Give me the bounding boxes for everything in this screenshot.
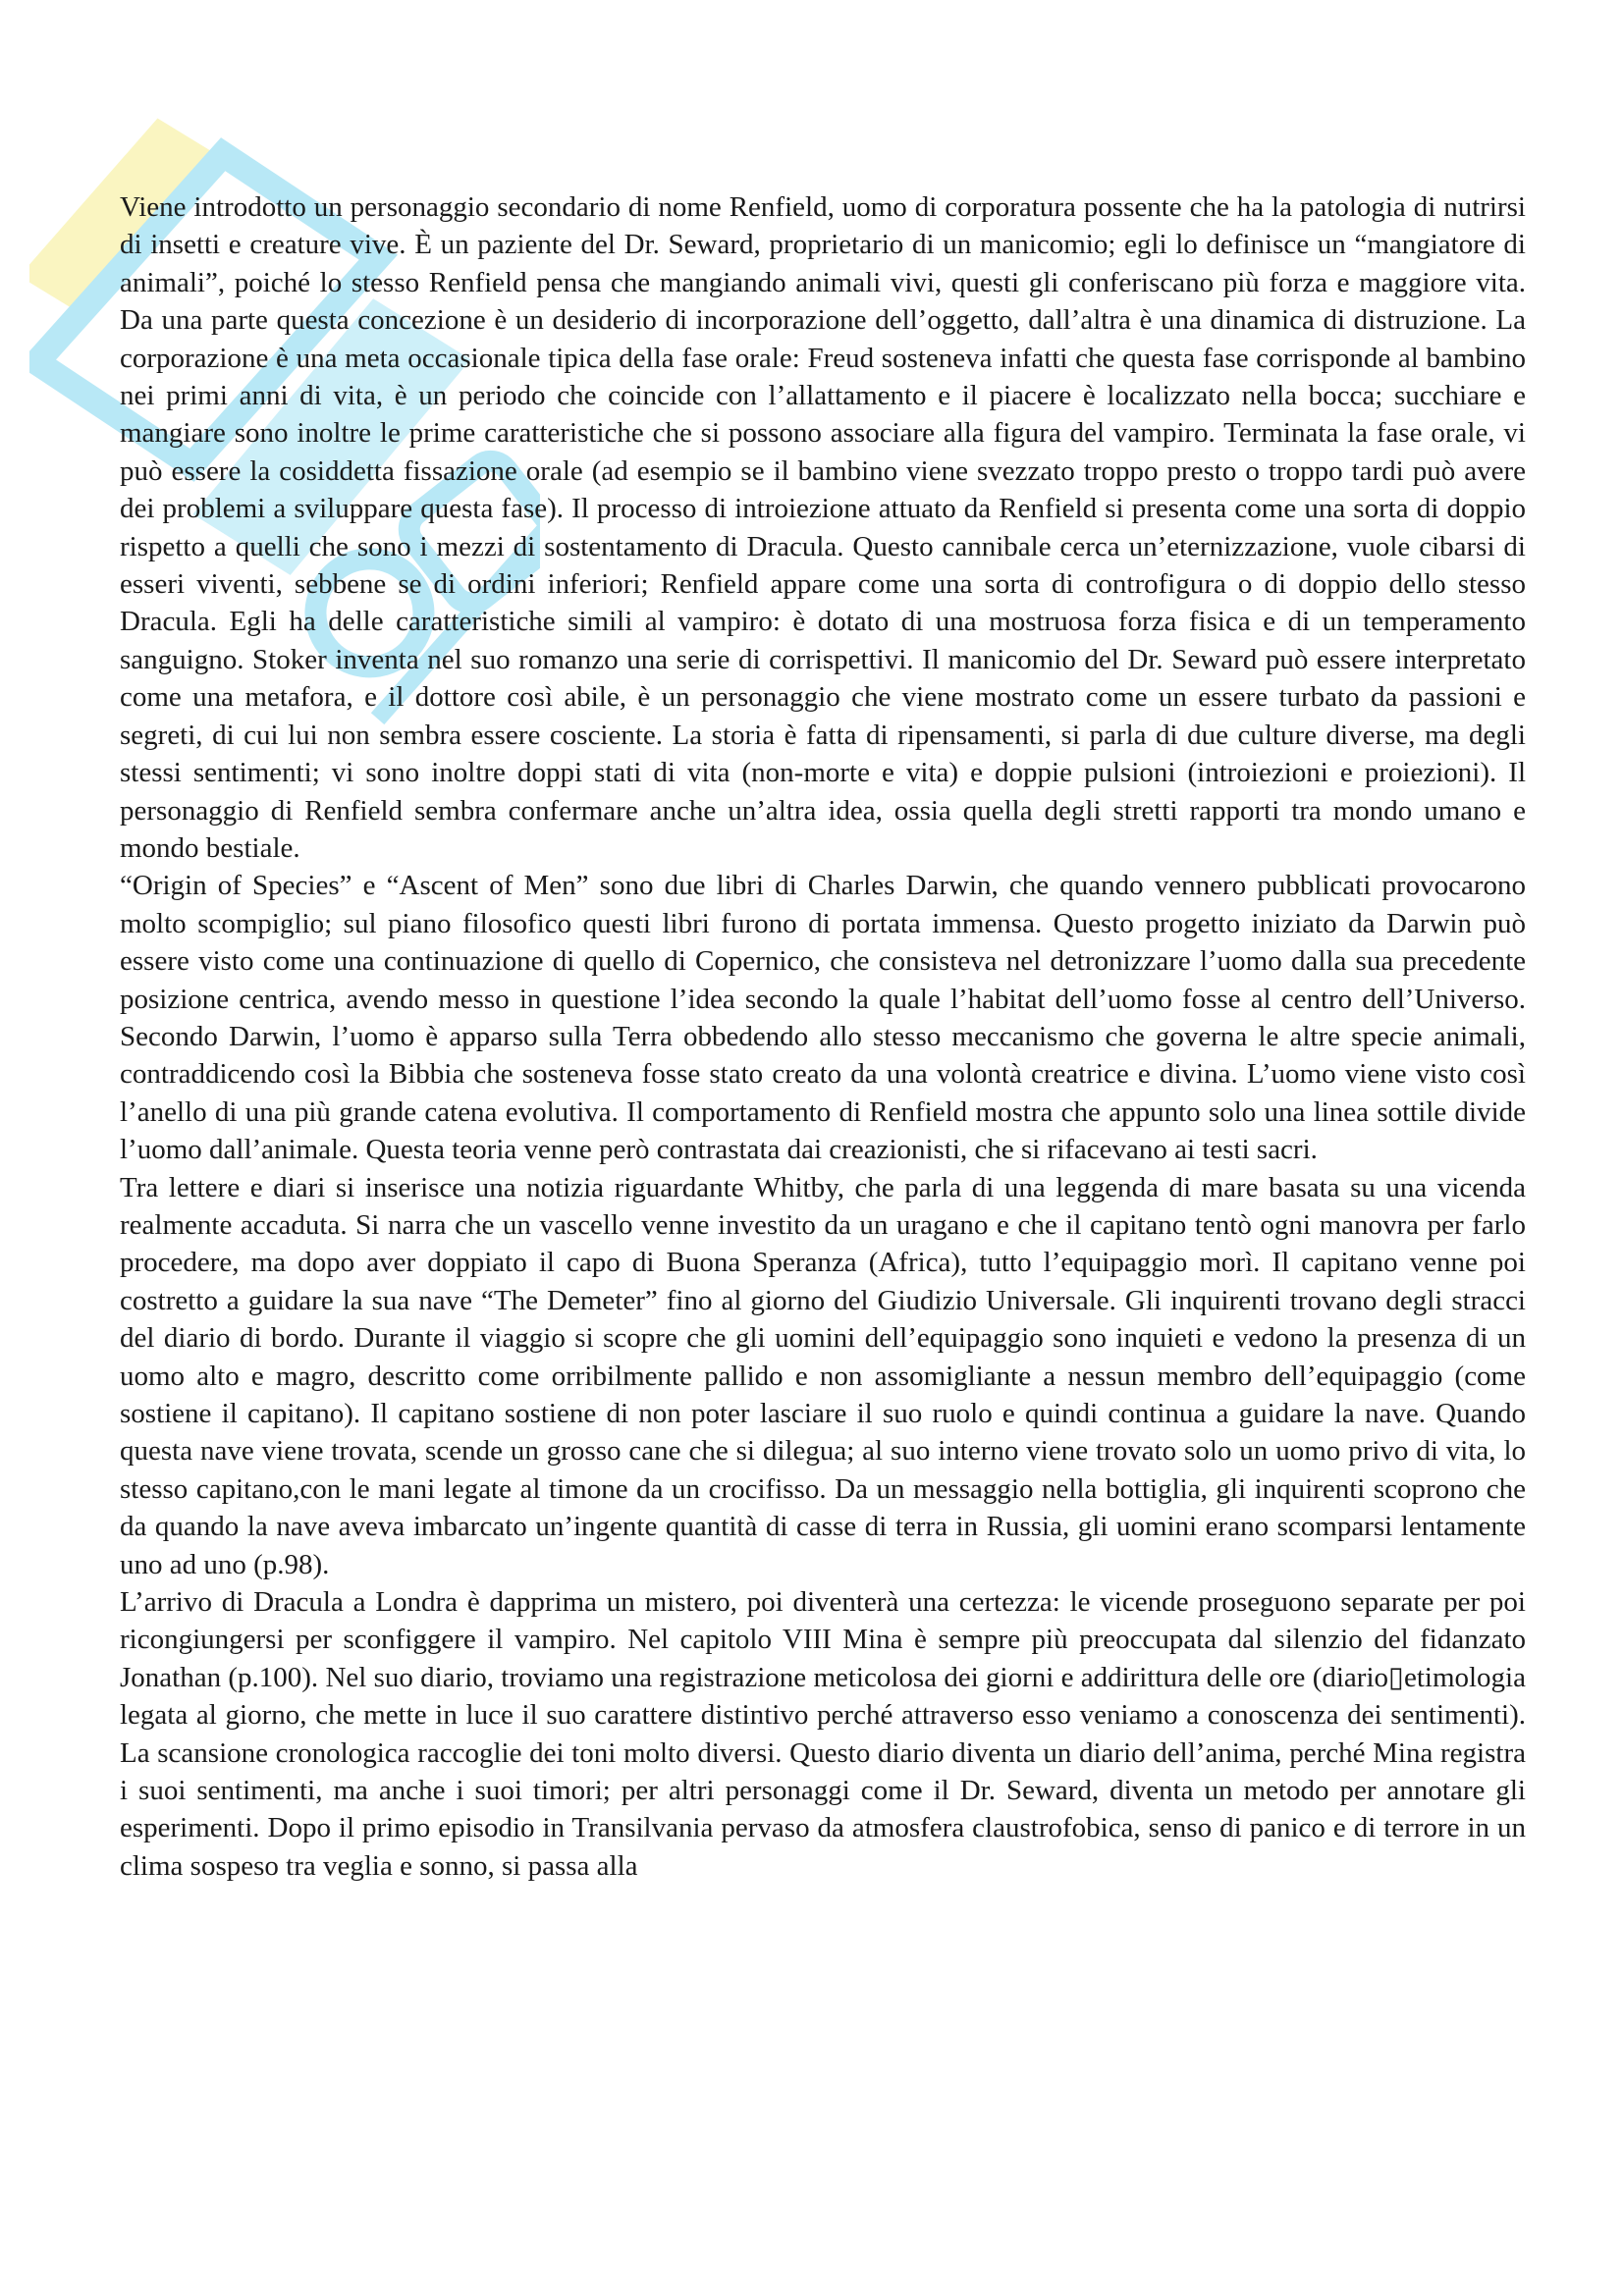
paragraph-whitby-demeter: Tra lettere e diari si inserisce una notizia riguardante Whitby, che parla di una leggenda di mare basata su una vicenda realmente accaduta. Si narra che un vascello venne investito da un uragano e che il capitano tentò ogni manovra per farlo procedere, ma dopo aver doppiato il capo di Buona Speranza (Africa), tutto l’equipaggio morì. Il capitano venne poi costretto a guidare la sua nave “The Demeter” fino al giorno del Giudizio Universale. Gli inquirenti trovano degli stracci del diario di bordo. Durante il viaggio si scopre che gli uomini dell’equipaggio sono inquieti e vedono la presenza di un uomo alto e magro, descritto come orribilmente pallido e non assomigliante a nessun membro dell’equipaggio (come sostiene il capitano). Il capitano sostiene di non poter lasciare il suo ruolo e quindi continua a guidare la nave. Quando questa nave viene trovata, scende un grosso cane che si dilegua; al suo interno viene trovato solo un uomo privo di vita, lo stesso capitano,con le mani legate al timone da un crocifisso. Da un messaggio nella bottiglia, gli inquirenti scoprono che da quando la nave aveva imbarcato un’ingente quantità di casse di terra in Russia, gli uomini erano scomparsi lentamente uno ad uno (p.98). [120,1171,1526,1580]
paragraph-dracula-london: L’arrivo di Dracula a Londra è dapprima un mistero, poi diventerà una certezza: le vicende proseguono separate per poi ricongiungersi per sconfiggere il vampiro. Nel capitolo VIII Mina è sempre più preoccupata dal silenzio del fidanzato Jonathan (p.100). Nel suo diario, troviamo una registrazione meticolosa dei giorni e addirittura delle ore (diario▯etimologia legata al giorno, che mette in luce il suo carattere distintivo perché attraverso esso veniamo a conoscenza dei sentimenti). La scansione cronologica raccoglie dei toni molto diversi. Questo diario diventa un diario dell’anima, perché Mina registra i suoi sentimenti, ma anche i suoi timori; per altri personaggi come il Dr. Seward, diventa un metodo per annotare gli esperimenti. Dopo il primo episodio in Transilvania pervaso da atmosfera claustrofobica, senso di panico e di terrore in un clima sospeso tra veglia e sonno, si passa alla [120,1586,1526,1882]
paragraph-renfield: Viene introdotto un personaggio secondario di nome Renfield, uomo di corporatura possente che ha la patologia di nutrirsi di insetti e creature vive. È un paziente del Dr. Seward, proprietario di un manicomio; egli lo definisce un “mangiatore di animali”, poiché lo stesso Renfield pensa che mangiando animali vivi, questi gli conferiscano più forza e maggiore vita. Da una parte questa concezione è un desiderio di incorporazione dell’oggetto, dall’altra è una dinamica di distruzione. La corporazione è una meta occasionale tipica della fase orale: Freud sosteneva infatti che questa fase corrisponde al bambino nei primi anni di vita, è un periodo che coincide con l’allattamento e il piacere è localizzato nella bocca; succhiare e mangiare sono inoltre le prime caratteristiche che si possono associare alla figura del vampiro. Terminata la fase orale, vi può essere la cosiddetta fissazione orale (ad esempio se il bambino viene svezzato troppo presto o troppo tardi può avere dei problemi a sviluppare questa fase). Il processo di introiezione attuato da Renfield si presenta come una sorta di doppio rispetto a quelli che sono i mezzi di sostentamento di Dracula. Questo cannibale cerca un’eternizzazione, vuole cibarsi di esseri viventi, sebbene se di ordini inferiori; Renfield appare come una sorta di controfigura o di doppio dello stesso Dracula. Egli ha delle caratteristiche simili al vampiro: è dotato di una mostruosa forza fisica e di un temperamento sanguigno. Stoker inventa nel suo romanzo una serie di corrispettivi. Il manicomio del Dr. Seward può essere interpretato come una metafora, e il dottore così abile, è un personaggio che viene mostrato come un essere turbato da passioni e segreti, di cui lui non sembra essere cosciente. La storia è fatta di ripensamenti, si parla di due culture diverse, ma degli stessi sentimenti; vi sono inoltre doppi stati di vita (non-morte e vita) e doppie pulsioni (introiezioni e proiezioni). Il personaggio di Renfield sembra confermare anche un’altra idea, ossia quella degli stretti rapporti tra mondo umano e mondo bestiale. [120,191,1526,864]
document-body [120,188,1526,1885]
paragraph-darwin: “Origin of Species” e “Ascent of Men” sono due libri di Charles Darwin, che quando vennero pubblicati provocarono molto scompiglio; sul piano filosofico questi libri furono di portata immensa. Questo progetto iniziato da Darwin può essere visto come una continuazione di quello di Copernico, che consisteva nel detronizzare l’uomo dalla sua precedente posizione centrica, avendo messo in questione l’idea secondo la quale l’habitat dell’uomo fosse al centro dell’Universo. Secondo Darwin, l’uomo è apparso sulla Terra obbedendo allo stesso meccanismo che governa le altre specie animali, contraddicendo così la Bibbia che sosteneva fosse stato creato da una volontà creatrice e divina. L’uomo viene visto così l’anello di una più grande catena evolutiva. Il comportamento di Renfield mostra che appunto solo una linea sottile divide l’uomo dall’animale. Questa teoria venne però contrastata dai creazionisti, che si rifacevano ai testi sacri. [120,870,1526,1166]
